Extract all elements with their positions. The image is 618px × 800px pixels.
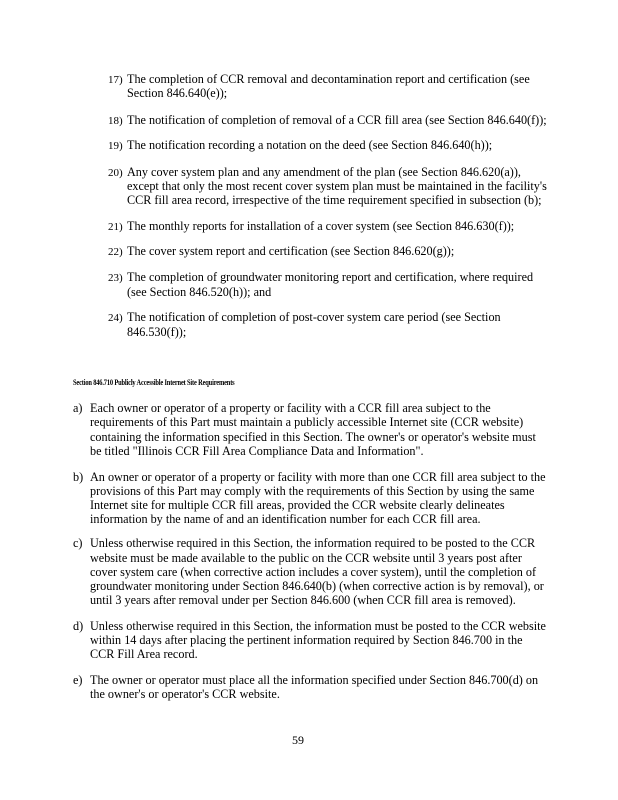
list-item-line: The notification of completion of removal of a CCR fill area (see Section 846.640(f)); — [127, 113, 547, 127]
list-item-number: 20) — [108, 167, 123, 179]
list-item-number: 23) — [108, 272, 123, 284]
list-item-line: CCR fill area record, irrespective of the time requirement specified in subsection (b); — [127, 193, 542, 207]
subsection-line: the owner's or operator's CCR website. — [90, 687, 280, 701]
subsection-line: containing the information specified in this Section. The owner's or operator's website must — [90, 430, 536, 444]
list-item-line: (see Section 846.520(h)); and — [127, 285, 272, 299]
subsection-letter: e) — [73, 673, 83, 687]
list-item-number: 19) — [108, 140, 123, 152]
list-item-line: The cover system report and certification (see Section 846.620(g)); — [127, 244, 455, 258]
subsection-letter: a) — [73, 401, 83, 415]
subsection-line: website must be made available to the public on the CCR website until 3 years post after — [90, 551, 522, 565]
subsection-line: Unless otherwise required in this Section, the information required to be posted to the CCR — [90, 536, 536, 550]
list-item-line: Section 846.640(e)); — [127, 86, 228, 100]
list-item-line: except that only the most recent cover system plan must be maintained in the facility's — [127, 179, 547, 193]
list-item-number: 22) — [108, 246, 123, 258]
list-item-number: 17) — [108, 74, 123, 86]
list-item-line: 846.530(f)); — [127, 325, 187, 339]
subsection-line: requirements of this Part must maintain a publicly accessible Internet site (CCR website) — [90, 415, 524, 429]
page-number: 59 — [292, 733, 304, 747]
subsection-line: Internet site for multiple CCR fill areas, provided the CCR website clearly delineates — [90, 498, 505, 512]
list-item-line: The notification recording a notation on the deed (see Section 846.640(h)); — [127, 138, 493, 152]
subsection-letter: c) — [73, 536, 83, 550]
subsection-line: provisions of this Part may comply with the requirements of this Section by using the same — [90, 484, 535, 498]
subsection-line: CCR Fill Area record. — [90, 647, 198, 661]
subsection-line: until 3 years after removal under per Section 846.600 (when CCR fill area is removed). — [90, 593, 516, 607]
subsection-line: within 14 days after placing the pertinent information required by Section 846.700 in the — [90, 633, 523, 647]
list-item-number: 18) — [108, 115, 123, 127]
subsection-line: be titled "Illinois CCR Fill Area Compliance Data and Information". — [90, 444, 424, 458]
list-item-number: 21) — [108, 221, 123, 233]
list-item-line: Any cover system plan and any amendment of the plan (see Section 846.620(a)), — [127, 165, 521, 179]
subsection-line: An owner or operator of a property or facility with more than one CCR fill area subject to the — [90, 470, 546, 484]
subsection-line: The owner or operator must place all the information specified under Section 846.700(d) on — [90, 673, 539, 687]
subsection-letter: b) — [73, 470, 84, 484]
subsection-line: Each owner or operator of a property or facility with a CCR fill area subject to the — [90, 401, 491, 415]
subsection-line: Unless otherwise required in this Section, the information must be posted to the CCR website — [90, 619, 546, 633]
subsection-line: groundwater monitoring under Section 846.640(b) (when corrective action is by removal), or — [90, 579, 544, 593]
subsection-line: information by the name of and an identification number for each CCR fill area. — [90, 512, 481, 526]
list-item-line: The completion of groundwater monitoring report and certification, where required — [127, 270, 534, 284]
section-heading: Section 846.710 Publicly Accessible Internet Site Requirements — [73, 378, 235, 387]
list-item-line: The completion of CCR removal and decontamination report and certification (see — [127, 72, 530, 86]
subsection-line: cover system care (when corrective action includes a cover system), until the completion of — [90, 565, 537, 579]
list-item-number: 24) — [108, 312, 123, 324]
subsection-letter: d) — [73, 619, 84, 633]
list-item-line: The monthly reports for installation of a cover system (see Section 846.630(f)); — [127, 219, 515, 233]
list-item-line: The notification of completion of post-cover system care period (see Section — [127, 310, 501, 324]
